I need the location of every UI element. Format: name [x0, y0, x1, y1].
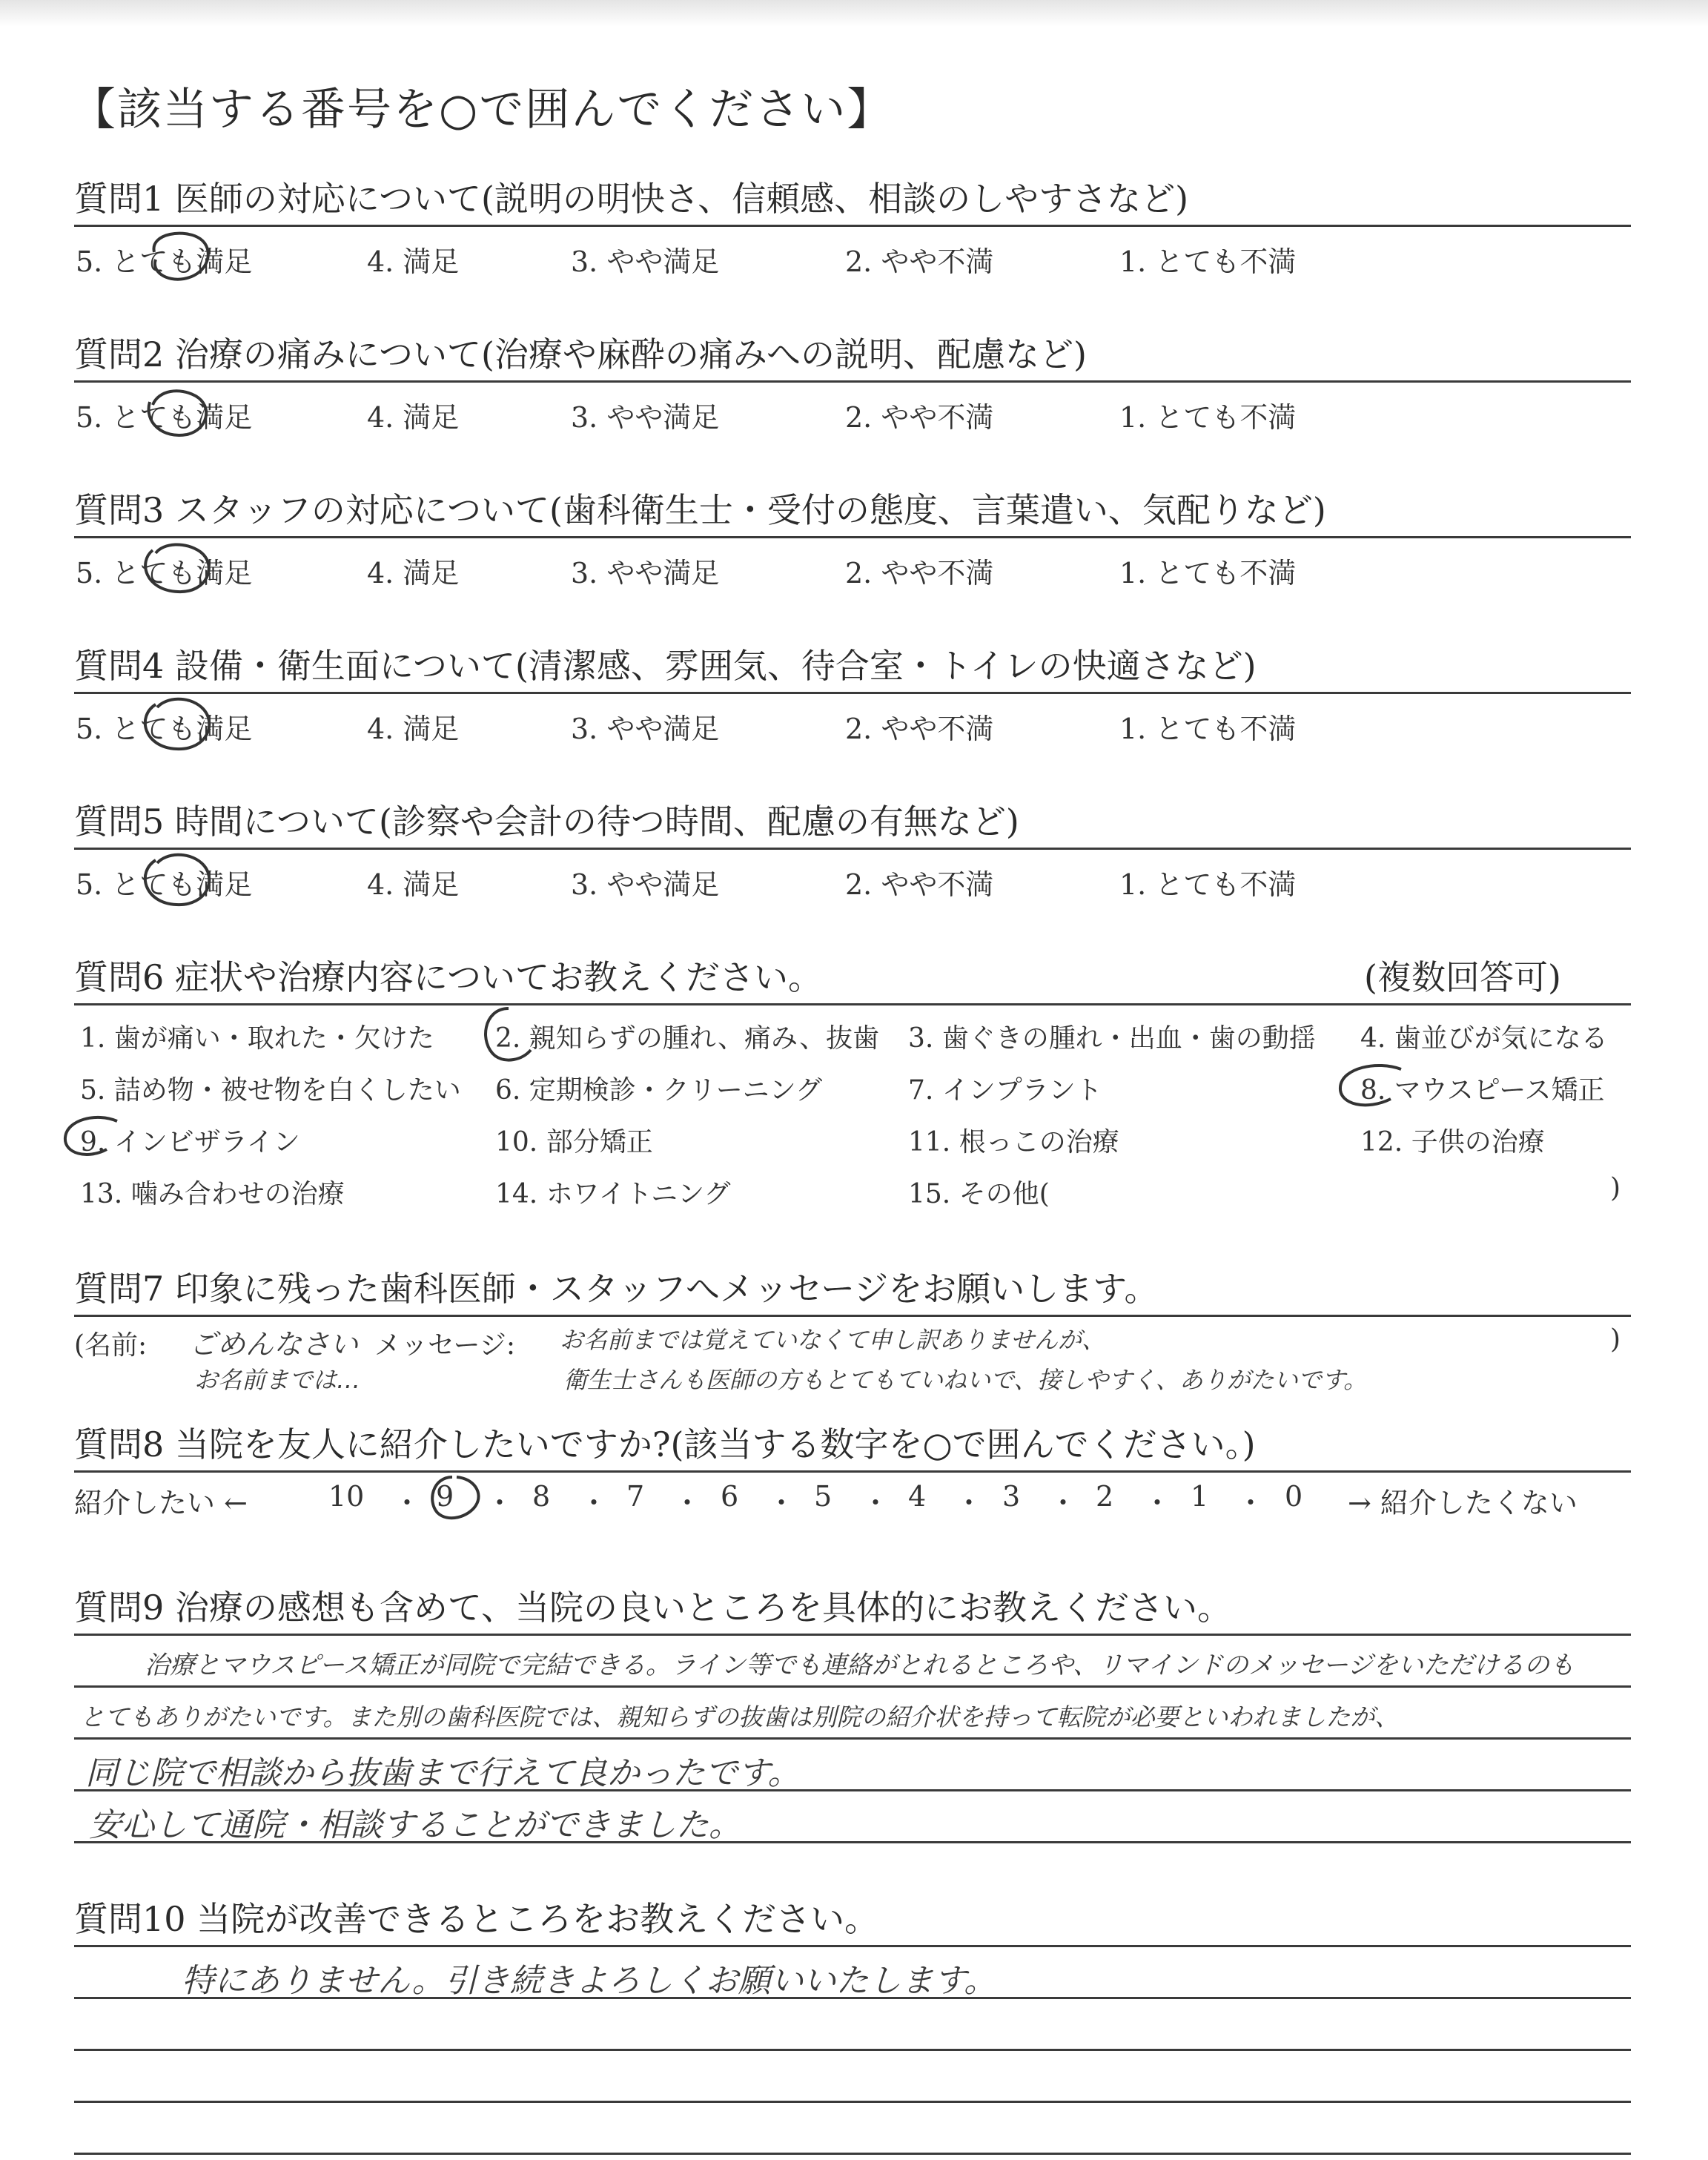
rating-option-3[interactable]: 3. やや満足 [571, 245, 720, 278]
question-title: 質問4 設備・衛生面について(清潔感、雰囲気、待合室・トイレの快適さなど) [74, 646, 1257, 686]
divider [74, 1003, 1631, 1005]
rating-option-5[interactable]: 5. とても満足 [76, 401, 253, 434]
rating-option-4[interactable]: 4. 満足 [367, 245, 460, 278]
page-title: 【該当する番号を○で囲んでください】 [71, 84, 893, 136]
rating-option-3[interactable]: 3. やや満足 [571, 401, 720, 434]
scale-2[interactable]: 2 [1096, 1480, 1114, 1513]
handwritten-answer-line: 同じ院で相談から抜歯まで行えて良かったです。 [85, 1754, 801, 1792]
divider [74, 225, 1631, 227]
symptom-option-12[interactable]: 12. 子供の治療 [1360, 1127, 1545, 1157]
symptom-option-4[interactable]: 4. 歯並びが気になる [1360, 1023, 1608, 1054]
other-close-paren: ) [1610, 1173, 1621, 1203]
scale-3[interactable]: 3 [1002, 1480, 1021, 1513]
symptom-option-15[interactable]: 15. その他( [908, 1179, 1050, 1209]
scale-separator: ・ [486, 1487, 514, 1519]
divider [74, 2101, 1631, 2103]
symptom-option-9[interactable]: 9. インビザライン [80, 1127, 300, 1157]
divider [74, 1737, 1631, 1740]
scale-7[interactable]: 7 [626, 1480, 645, 1513]
symptom-option-2[interactable]: 2. 親知らずの腫れ、痛み、抜歯 [495, 1023, 880, 1054]
handwritten-answer-line: 治療とマウスピース矯正が同院で完結できる。ライン等でも連絡がとれるところや、リマインドのメッセージをいただけるのも [145, 1651, 1575, 1680]
divider [74, 848, 1631, 850]
rating-option-4[interactable]: 4. 満足 [367, 868, 460, 901]
rating-option-4[interactable]: 4. 満足 [367, 557, 460, 589]
question-title: 質問9 治療の感想も含めて、当院の良いところを具体的にお教えください。 [74, 1588, 1231, 1628]
scale-6[interactable]: 6 [721, 1480, 739, 1513]
recommend-right-label: → 紹介したくない [1348, 1487, 1578, 1519]
rating-option-3[interactable]: 3. やや満足 [571, 868, 720, 901]
name-label: (名前: [74, 1330, 148, 1361]
selection-circle-mark [423, 1471, 489, 1525]
scale-1[interactable]: 1 [1191, 1480, 1209, 1513]
scale-separator: ・ [1049, 1487, 1078, 1519]
question-title: 質問2 治療の痛みについて(治療や麻酔の痛みへの説明、配慮など) [74, 334, 1087, 374]
rating-option-5[interactable]: 5. とても満足 [76, 868, 253, 901]
symptom-option-13[interactable]: 13. 噛み合わせの治療 [80, 1179, 345, 1209]
divider [74, 2153, 1631, 2155]
divider [74, 380, 1631, 383]
rating-option-3[interactable]: 3. やや満足 [571, 713, 720, 745]
rating-option-2[interactable]: 2. やや不満 [845, 713, 994, 745]
rating-option-1[interactable]: 1. とても不満 [1119, 713, 1297, 745]
scan-edge [0, 0, 1708, 27]
scale-4[interactable]: 4 [908, 1480, 927, 1513]
rating-option-1[interactable]: 1. とても不満 [1119, 868, 1297, 901]
question-title: 質問7 印象に残った歯科医師・スタッフへメッセージをお願いします。 [74, 1269, 1159, 1309]
rating-option-3[interactable]: 3. やや満足 [571, 557, 720, 589]
question-title: 質問8 当院を友人に紹介したいですか?(該当する数字を○で囲んでください。) [74, 1424, 1256, 1464]
rating-option-2[interactable]: 2. やや不満 [845, 868, 994, 901]
handwritten-message-line-2: 衛生士さんも医師の方もとてもていねいで、接しやすく、ありがたいです。 [563, 1366, 1368, 1394]
handwritten-answer-line: 安心して通院・相談することができました。 [89, 1806, 741, 1844]
scale-9[interactable]: 9 [436, 1480, 454, 1513]
scale-separator: ・ [673, 1487, 702, 1519]
rating-option-4[interactable]: 4. 満足 [367, 713, 460, 745]
scale-separator: ・ [767, 1487, 796, 1519]
symptom-option-3[interactable]: 3. 歯ぐきの腫れ・出血・歯の動揺 [908, 1023, 1316, 1054]
scale-separator: ・ [580, 1487, 609, 1519]
rating-option-5[interactable]: 5. とても満足 [76, 713, 253, 745]
question-title: 質問3 スタッフの対応について(歯科衛生士・受付の態度、言葉遣い、気配りなど) [74, 490, 1326, 530]
scale-separator: ・ [861, 1487, 890, 1519]
handwritten-answer-line: とてもありがたいです。また別の歯科医院では、親知らずの抜歯は別院の紹介状を持って転院が必要といわれましたが、 [80, 1702, 1400, 1731]
divider [74, 2049, 1631, 2051]
handwritten-name-line-1: ごめんなさい [189, 1328, 359, 1361]
handwritten-answer-line: 特にありません。引き続きよろしくお願いいたします。 [182, 1962, 997, 2000]
question-title: 質問10 当院が改善できるところをお教えください。 [74, 1899, 879, 1939]
recommend-left-label: 紹介したい ← [74, 1487, 248, 1519]
symptom-option-8[interactable]: 8. マウスピース矯正 [1360, 1075, 1605, 1106]
symptom-option-7[interactable]: 7. インプラント [908, 1075, 1102, 1106]
rating-option-2[interactable]: 2. やや不満 [845, 401, 994, 434]
rating-option-1[interactable]: 1. とても不満 [1119, 401, 1297, 434]
symptom-option-6[interactable]: 6. 定期検診・クリーニング [495, 1075, 823, 1106]
message-close-paren: ) [1610, 1324, 1621, 1355]
rating-option-1[interactable]: 1. とても不満 [1119, 245, 1297, 278]
multiple-answers-note: (複数回答可) [1364, 957, 1561, 997]
divider [74, 1634, 1631, 1636]
scale-0[interactable]: 0 [1285, 1480, 1303, 1513]
rating-option-1[interactable]: 1. とても不満 [1119, 557, 1297, 589]
question-title: 質問5 時間について(診察や会計の待つ時間、配慮の有無など) [74, 802, 1019, 842]
rating-option-4[interactable]: 4. 満足 [367, 401, 460, 434]
divider [74, 1945, 1631, 1947]
scale-5[interactable]: 5 [814, 1480, 833, 1513]
scale-separator: ・ [1237, 1487, 1265, 1519]
rating-option-2[interactable]: 2. やや不満 [845, 245, 994, 278]
rating-option-5[interactable]: 5. とても満足 [76, 557, 253, 589]
scale-8[interactable]: 8 [532, 1480, 551, 1513]
scale-separator: ・ [955, 1487, 984, 1519]
symptom-option-1[interactable]: 1. 歯が痛い・取れた・欠けた [80, 1023, 434, 1054]
handwritten-name-line-2: お名前までは… [194, 1366, 361, 1394]
symptom-option-10[interactable]: 10. 部分矯正 [495, 1127, 653, 1157]
handwritten-message-line-1: お名前までは覚えていなくて申し訳ありませんが、 [560, 1326, 1106, 1354]
divider [74, 1685, 1631, 1688]
divider [74, 1315, 1631, 1317]
rating-option-2[interactable]: 2. やや不満 [845, 557, 994, 589]
divider [74, 1470, 1631, 1473]
question-title: 質問1 医師の対応について(説明の明快さ、信頼感、相談のしやすさなど) [74, 179, 1189, 219]
divider [74, 692, 1631, 694]
symptom-option-14[interactable]: 14. ホワイトニング [495, 1179, 731, 1209]
question-title: 質問6 症状や治療内容についてお教えください。 [74, 957, 822, 997]
symptom-option-5[interactable]: 5. 詰め物・被せ物を白くしたい [80, 1075, 461, 1106]
scale-separator: ・ [393, 1487, 422, 1519]
symptom-option-11[interactable]: 11. 根っこの治療 [908, 1127, 1119, 1157]
divider [74, 536, 1631, 538]
rating-option-5[interactable]: 5. とても満足 [76, 245, 253, 278]
message-label: メッセージ: [374, 1330, 515, 1361]
scale-separator: ・ [1143, 1487, 1172, 1519]
scale-10[interactable]: 10 [328, 1480, 365, 1513]
